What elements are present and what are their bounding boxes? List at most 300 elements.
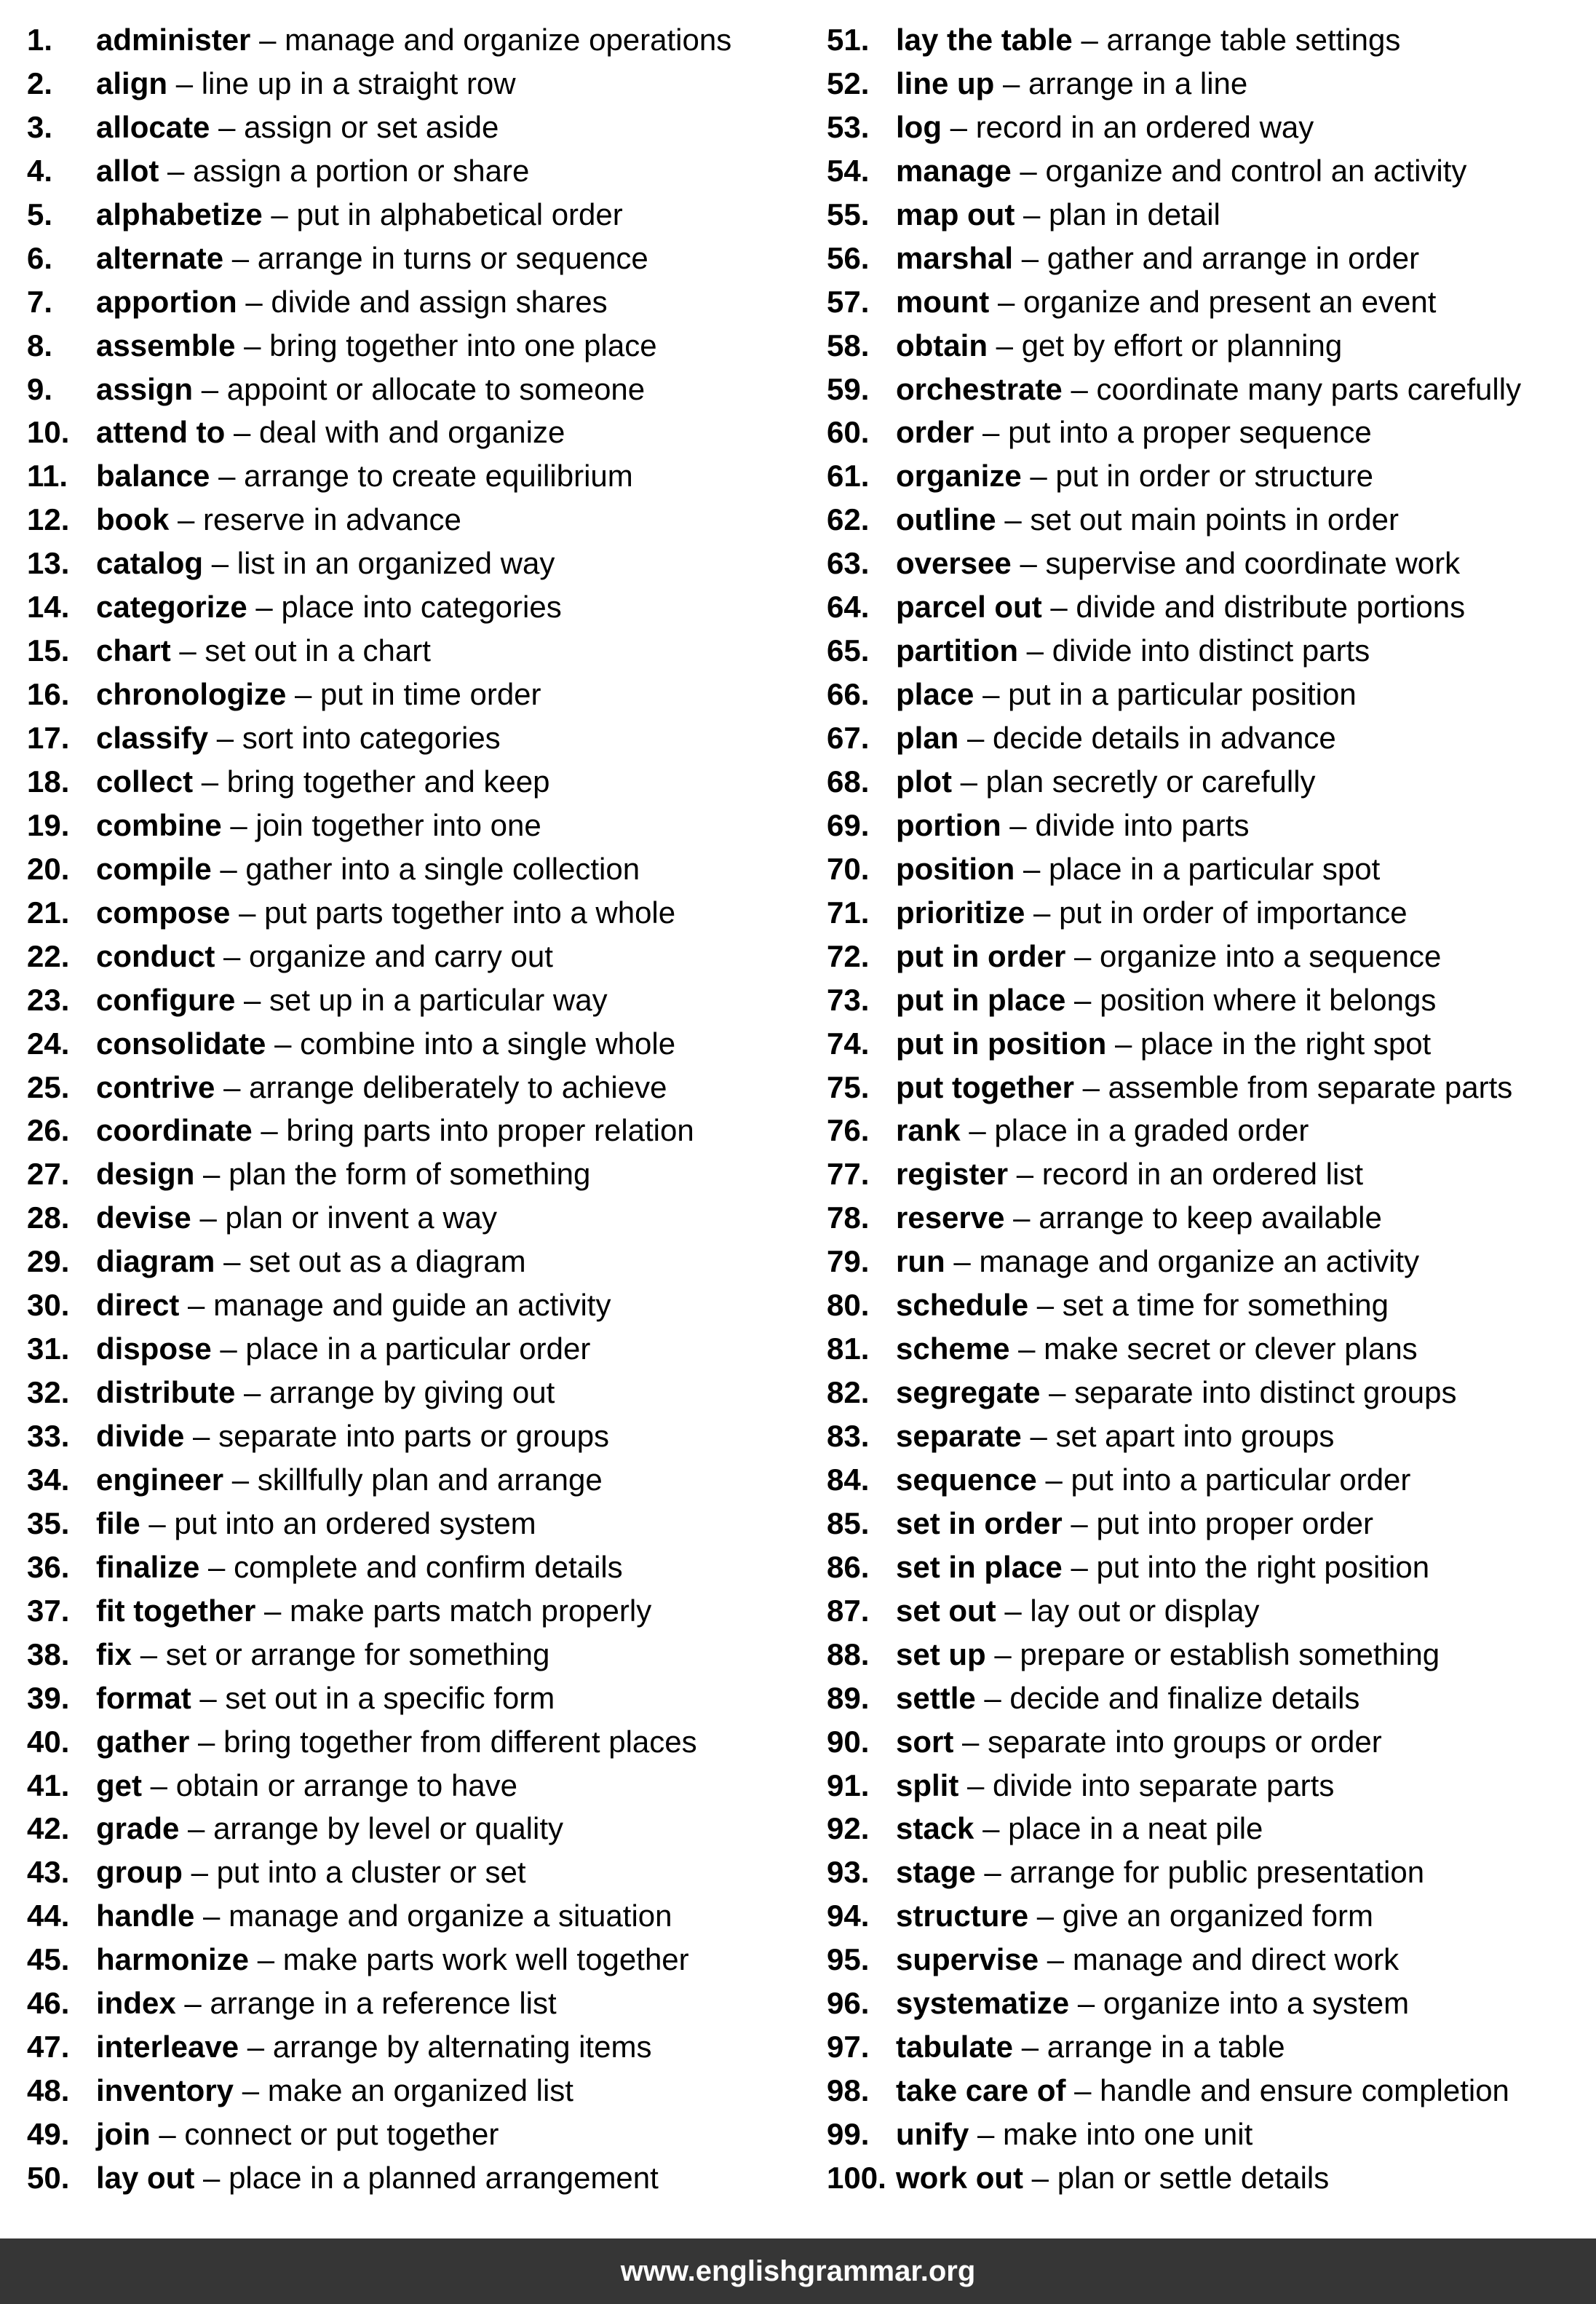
item-term: administer — [96, 23, 251, 57]
item-text — [896, 280, 1436, 324]
item-definition: line up in a straight row — [201, 66, 516, 100]
item-definition: assemble from separate parts — [1108, 1069, 1513, 1104]
item-term: segregate — [896, 1375, 1041, 1410]
item-definition: arrange by alternating items — [272, 2030, 652, 2065]
list-item — [827, 1502, 1596, 1545]
item-number: 13. — [27, 546, 70, 581]
item-definition: put into the right position — [1096, 1549, 1430, 1584]
item-definition: place in a planned arrangement — [229, 2160, 659, 2195]
item-number: 18. — [27, 764, 70, 799]
item-text — [896, 411, 1372, 454]
item-text — [96, 1764, 517, 1808]
list-item — [827, 978, 1596, 1022]
item-definition: organize and present an event — [1023, 284, 1437, 319]
item-term: allocate — [96, 109, 210, 144]
dash-separator: – — [274, 1026, 292, 1061]
list-item — [27, 542, 801, 585]
dash-separator: – — [257, 1942, 275, 1977]
dash-separator: – — [1016, 1157, 1034, 1192]
item-definition: arrange to create equilibrium — [244, 459, 633, 494]
item-definition: manage and organize an activity — [979, 1244, 1420, 1279]
list-item — [827, 2113, 1596, 2156]
item-definition: place into categories — [281, 590, 562, 625]
item-text — [96, 280, 608, 324]
item-definition: arrange by level or quality — [213, 1811, 564, 1846]
item-definition: join together into one — [255, 807, 541, 842]
item-term: put in position — [896, 1026, 1107, 1061]
item-text — [96, 978, 608, 1022]
list-item — [27, 585, 801, 629]
item-number: 76. — [827, 1113, 870, 1148]
dash-separator: – — [223, 1244, 241, 1279]
item-number: 2. — [27, 66, 53, 100]
dash-separator: – — [982, 1811, 1000, 1846]
list-item — [827, 1938, 1596, 1982]
list-item — [827, 629, 1596, 673]
item-number: 4. — [27, 153, 53, 188]
dash-separator: – — [140, 1636, 158, 1671]
item-number: 90. — [827, 1724, 870, 1759]
item-definition: prepare or establish something — [1020, 1636, 1440, 1671]
item-term: index — [96, 1986, 176, 2021]
item-text — [96, 2069, 573, 2113]
item-term: join — [96, 2117, 151, 2151]
item-number: 5. — [27, 197, 53, 231]
dash-separator: – — [230, 807, 247, 842]
list-item — [27, 1894, 801, 1938]
item-definition: make an organized list — [267, 2073, 573, 2108]
item-term: order — [896, 415, 974, 450]
item-definition: handle and ensure completion — [1100, 2073, 1509, 2108]
list-item — [27, 2025, 801, 2069]
item-text — [896, 1196, 1382, 1240]
dash-separator: – — [977, 2117, 995, 2151]
item-term: format — [96, 1680, 191, 1715]
dash-separator: – — [1074, 982, 1092, 1017]
item-number: 1. — [27, 23, 53, 57]
item-text — [896, 1545, 1429, 1589]
item-definition: gather into a single collection — [245, 851, 640, 886]
item-text — [96, 324, 657, 368]
item-number: 65. — [827, 633, 870, 668]
list-item — [827, 804, 1596, 847]
item-number: 100. — [827, 2160, 886, 2195]
item-definition: make into one unit — [1003, 2117, 1253, 2151]
list-item — [27, 237, 801, 280]
item-definition: connect or put together — [184, 2117, 499, 2151]
item-text — [96, 1283, 611, 1327]
item-definition: put into a cluster or set — [216, 1855, 526, 1890]
item-term: structure — [896, 1899, 1029, 1933]
item-number: 58. — [827, 328, 870, 363]
item-definition: manage and direct work — [1072, 1942, 1400, 1977]
dash-separator: – — [1081, 23, 1098, 57]
item-text — [896, 2069, 1509, 2113]
list-item — [27, 716, 801, 760]
dash-separator: – — [239, 895, 256, 930]
word-list — [0, 18, 1596, 2231]
item-number: 60. — [827, 415, 870, 450]
item-number: 20. — [27, 851, 70, 886]
item-text — [896, 1066, 1512, 1109]
item-text — [896, 149, 1466, 193]
item-term: portion — [896, 807, 1001, 842]
list-item — [827, 454, 1596, 498]
list-item — [27, 2156, 801, 2200]
item-definition: arrange deliberately to achieve — [249, 1069, 667, 1104]
item-text — [96, 2025, 651, 2069]
item-text — [896, 804, 1250, 847]
item-text — [96, 1982, 557, 2025]
list-item — [27, 2069, 801, 2113]
item-text — [896, 1240, 1419, 1283]
item-text — [896, 18, 1400, 62]
list-item — [827, 411, 1596, 454]
item-text — [96, 1327, 590, 1371]
list-item — [27, 1850, 801, 1894]
dash-separator: – — [218, 459, 236, 494]
item-term: put in place — [896, 982, 1066, 1017]
item-number: 51. — [827, 23, 870, 57]
item-definition: divide and assign shares — [271, 284, 608, 319]
item-definition: place in a graded order — [994, 1113, 1309, 1148]
item-text — [896, 1458, 1410, 1502]
item-definition: plan or invent a way — [225, 1200, 498, 1235]
item-definition: manage and organize a situation — [229, 1899, 672, 1933]
item-text — [896, 1894, 1373, 1938]
item-number: 19. — [27, 807, 70, 842]
dash-separator: – — [259, 23, 277, 57]
item-definition: bring parts into proper relation — [286, 1113, 694, 1148]
item-number: 46. — [27, 1986, 70, 2021]
list-item — [27, 847, 801, 891]
dash-separator: – — [1045, 1462, 1063, 1497]
list-item — [827, 1414, 1596, 1458]
dash-separator: – — [198, 1724, 215, 1759]
item-definition: place in a particular order — [245, 1331, 591, 1366]
dash-separator: – — [953, 1244, 971, 1279]
item-term: inventory — [96, 2073, 234, 2108]
item-term: sort — [896, 1724, 954, 1759]
dash-separator: – — [242, 2073, 260, 2108]
item-term: collect — [96, 764, 194, 799]
item-text — [96, 1807, 563, 1850]
item-number: 67. — [827, 721, 870, 755]
item-term: coordinate — [96, 1113, 253, 1148]
dash-separator: – — [1009, 807, 1027, 842]
item-number: 22. — [27, 938, 70, 973]
item-number: 85. — [827, 1505, 870, 1540]
item-definition: put in order of importance — [1059, 895, 1408, 930]
dash-separator: – — [263, 1593, 282, 1628]
dash-separator: – — [223, 938, 241, 973]
item-text — [96, 1414, 609, 1458]
dash-separator: – — [199, 1680, 217, 1715]
dash-separator: – — [996, 328, 1014, 363]
list-item — [827, 1022, 1596, 1066]
item-definition: separate into groups or order — [988, 1724, 1382, 1759]
item-term: group — [96, 1855, 183, 1890]
item-text — [896, 585, 1465, 629]
item-text — [896, 716, 1336, 760]
item-definition: get by effort or planning — [1021, 328, 1343, 363]
dash-separator: – — [994, 1636, 1012, 1671]
item-text — [96, 716, 501, 760]
list-item — [27, 1807, 801, 1850]
item-definition: set out as a diagram — [249, 1244, 526, 1279]
item-definition: supervise and coordinate work — [1045, 546, 1461, 581]
item-text — [896, 1022, 1431, 1066]
dash-separator: – — [1050, 590, 1068, 625]
item-text — [96, 891, 675, 935]
item-text — [96, 542, 555, 585]
dash-separator: – — [216, 721, 234, 755]
item-definition: decide details in advance — [993, 721, 1336, 755]
item-definition: arrange for public presentation — [1009, 1855, 1425, 1890]
dash-separator: – — [193, 1419, 210, 1453]
item-term: categorize — [96, 590, 247, 625]
list-item — [827, 2156, 1596, 2200]
item-text — [96, 1720, 697, 1764]
list-item — [27, 1589, 801, 1633]
dash-separator: – — [184, 1986, 202, 2021]
item-definition: complete and confirm details — [234, 1549, 623, 1584]
item-text — [96, 629, 431, 673]
list-item — [27, 1633, 801, 1676]
dash-separator: – — [982, 415, 1000, 450]
item-number: 9. — [27, 371, 53, 406]
item-term: tabulate — [896, 2030, 1014, 2065]
item-term: compose — [96, 895, 231, 930]
dash-separator: – — [1023, 851, 1041, 886]
item-text — [896, 1850, 1424, 1894]
item-definition: plan secretly or carefully — [985, 764, 1316, 799]
list-item — [827, 1850, 1596, 1894]
item-term: attend to — [96, 415, 226, 450]
list-item — [27, 1109, 801, 1152]
item-term: take care of — [896, 2073, 1066, 2108]
item-term: position — [896, 851, 1015, 886]
item-term: alphabetize — [96, 197, 263, 231]
item-term: unify — [896, 2117, 969, 2151]
item-term: grade — [96, 1811, 180, 1846]
item-definition: put in order or structure — [1055, 459, 1373, 494]
dash-separator: – — [203, 1899, 221, 1933]
item-definition: set or arrange for something — [165, 1636, 550, 1671]
dash-separator: – — [1074, 2073, 1092, 2108]
item-text — [896, 498, 1399, 542]
list-item — [827, 1633, 1596, 1676]
item-number: 40. — [27, 1724, 70, 1759]
item-text — [896, 237, 1419, 280]
item-term: organize — [896, 459, 1022, 494]
item-definition: put in a particular position — [1008, 677, 1357, 712]
item-number: 59. — [827, 371, 870, 406]
item-text — [896, 891, 1408, 935]
item-term: run — [896, 1244, 945, 1279]
item-text — [96, 585, 562, 629]
item-text — [96, 1066, 667, 1109]
dash-separator: – — [1049, 1375, 1066, 1410]
item-text — [896, 1633, 1440, 1676]
item-definition: appoint or allocate to someone — [226, 371, 646, 406]
footer-website-link[interactable]: www.englishgrammar.org — [620, 2254, 976, 2287]
item-term: settle — [896, 1680, 976, 1715]
item-definition: put in alphabetical order — [296, 197, 623, 231]
item-term: interleave — [96, 2030, 239, 2065]
item-text — [96, 1894, 672, 1938]
dash-separator: – — [1047, 1942, 1065, 1977]
item-text — [896, 1283, 1389, 1327]
item-definition: manage and organize operations — [285, 23, 732, 57]
list-item — [27, 106, 801, 149]
item-number: 54. — [827, 153, 870, 188]
dash-separator: – — [984, 1855, 1001, 1890]
item-term: assemble — [96, 328, 236, 363]
item-text — [896, 629, 1370, 673]
item-text — [896, 2156, 1329, 2200]
item-definition: set a time for something — [1062, 1288, 1389, 1323]
item-text — [96, 1502, 536, 1545]
list-item — [827, 1894, 1596, 1938]
item-number: 15. — [27, 633, 70, 668]
list-item — [27, 1240, 801, 1283]
item-term: split — [896, 1767, 959, 1802]
item-text — [896, 1764, 1334, 1808]
item-text — [896, 673, 1357, 716]
list-item — [27, 1414, 801, 1458]
item-text — [96, 673, 541, 716]
item-term: get — [96, 1767, 142, 1802]
dash-separator: – — [233, 415, 251, 450]
item-definition: organize and carry out — [249, 938, 553, 973]
item-definition: divide into separate parts — [993, 1767, 1335, 1802]
item-number: 70. — [827, 851, 870, 886]
item-definition: place in a neat pile — [1008, 1811, 1263, 1846]
item-text — [96, 1240, 526, 1283]
list-item — [27, 891, 801, 935]
list-item — [27, 18, 801, 62]
item-text — [96, 1196, 497, 1240]
dash-separator: – — [962, 1724, 980, 1759]
list-item — [827, 1676, 1596, 1720]
item-definition: give an organized form — [1062, 1899, 1374, 1933]
item-number: 82. — [827, 1375, 870, 1410]
list-item — [27, 1720, 801, 1764]
item-definition: sort into categories — [242, 721, 501, 755]
list-item — [27, 760, 801, 804]
dash-separator: – — [1031, 2160, 1049, 2195]
item-number: 68. — [827, 764, 870, 799]
dash-separator: – — [261, 1113, 278, 1148]
list-item — [27, 1458, 801, 1502]
item-number: 50. — [27, 2160, 70, 2195]
item-number: 37. — [27, 1593, 70, 1628]
item-term: lay out — [96, 2160, 195, 2195]
item-definition: organize and control an activity — [1045, 153, 1467, 188]
dash-separator: – — [1020, 153, 1037, 188]
dash-separator: – — [1114, 1026, 1132, 1061]
item-number: 3. — [27, 109, 53, 144]
item-number: 14. — [27, 590, 70, 625]
item-term: work out — [896, 2160, 1023, 2195]
list-item — [27, 411, 801, 454]
item-number: 63. — [827, 546, 870, 581]
item-definition: put in time order — [320, 677, 541, 712]
item-number: 52. — [827, 66, 870, 100]
item-number: 8. — [27, 328, 53, 363]
item-term: plan — [896, 721, 959, 755]
item-number: 98. — [827, 2073, 870, 2108]
item-number: 41. — [27, 1767, 70, 1802]
list-item — [827, 935, 1596, 978]
dash-separator: – — [203, 1157, 221, 1192]
item-definition: arrange in a line — [1028, 66, 1248, 100]
dash-separator: – — [967, 1767, 985, 1802]
item-text — [896, 542, 1460, 585]
item-number: 16. — [27, 677, 70, 712]
list-item — [27, 280, 801, 324]
list-item — [27, 1938, 801, 1982]
list-item — [827, 716, 1596, 760]
item-number: 38. — [27, 1636, 70, 1671]
item-number: 44. — [27, 1899, 70, 1933]
dash-separator: – — [1036, 1288, 1055, 1323]
item-term: stack — [896, 1811, 974, 1846]
item-term: alternate — [96, 240, 224, 275]
item-definition: combine into a single whole — [300, 1026, 676, 1061]
right-column — [827, 18, 1596, 2200]
dash-separator: – — [1036, 1899, 1055, 1933]
item-term: diagram — [96, 1244, 215, 1279]
item-text — [96, 193, 623, 237]
dash-separator: – — [231, 240, 250, 275]
item-text — [96, 1152, 590, 1196]
item-definition: arrange table settings — [1106, 23, 1401, 57]
item-text — [896, 1502, 1373, 1545]
dash-separator: – — [201, 371, 219, 406]
list-item — [827, 847, 1596, 891]
item-text — [96, 1022, 675, 1066]
item-definition: organize into a system — [1103, 1986, 1410, 2021]
dash-separator: – — [1003, 66, 1020, 100]
dash-separator: – — [188, 1811, 205, 1846]
item-number: 91. — [827, 1767, 870, 1802]
list-item — [827, 280, 1596, 324]
item-term: outline — [896, 502, 996, 537]
item-definition: separate into distinct groups — [1074, 1375, 1457, 1410]
item-number: 7. — [27, 284, 53, 319]
item-definition: set out in a chart — [205, 633, 431, 668]
list-item — [827, 1152, 1596, 1196]
item-number: 69. — [827, 807, 870, 842]
list-item — [27, 978, 801, 1022]
item-number: 12. — [27, 502, 70, 537]
dash-separator: – — [1030, 1419, 1047, 1453]
dash-separator: – — [208, 1549, 226, 1584]
dash-separator: – — [231, 1462, 250, 1497]
dash-separator: – — [255, 590, 273, 625]
item-text — [896, 2113, 1252, 2156]
item-text — [96, 1676, 555, 1720]
item-term: file — [96, 1505, 140, 1540]
item-definition: put parts together into a whole — [264, 895, 676, 930]
item-term: obtain — [896, 328, 988, 363]
list-item — [827, 324, 1596, 368]
dash-separator: – — [211, 546, 229, 581]
list-item — [827, 2025, 1596, 2069]
item-term: oversee — [896, 546, 1012, 581]
